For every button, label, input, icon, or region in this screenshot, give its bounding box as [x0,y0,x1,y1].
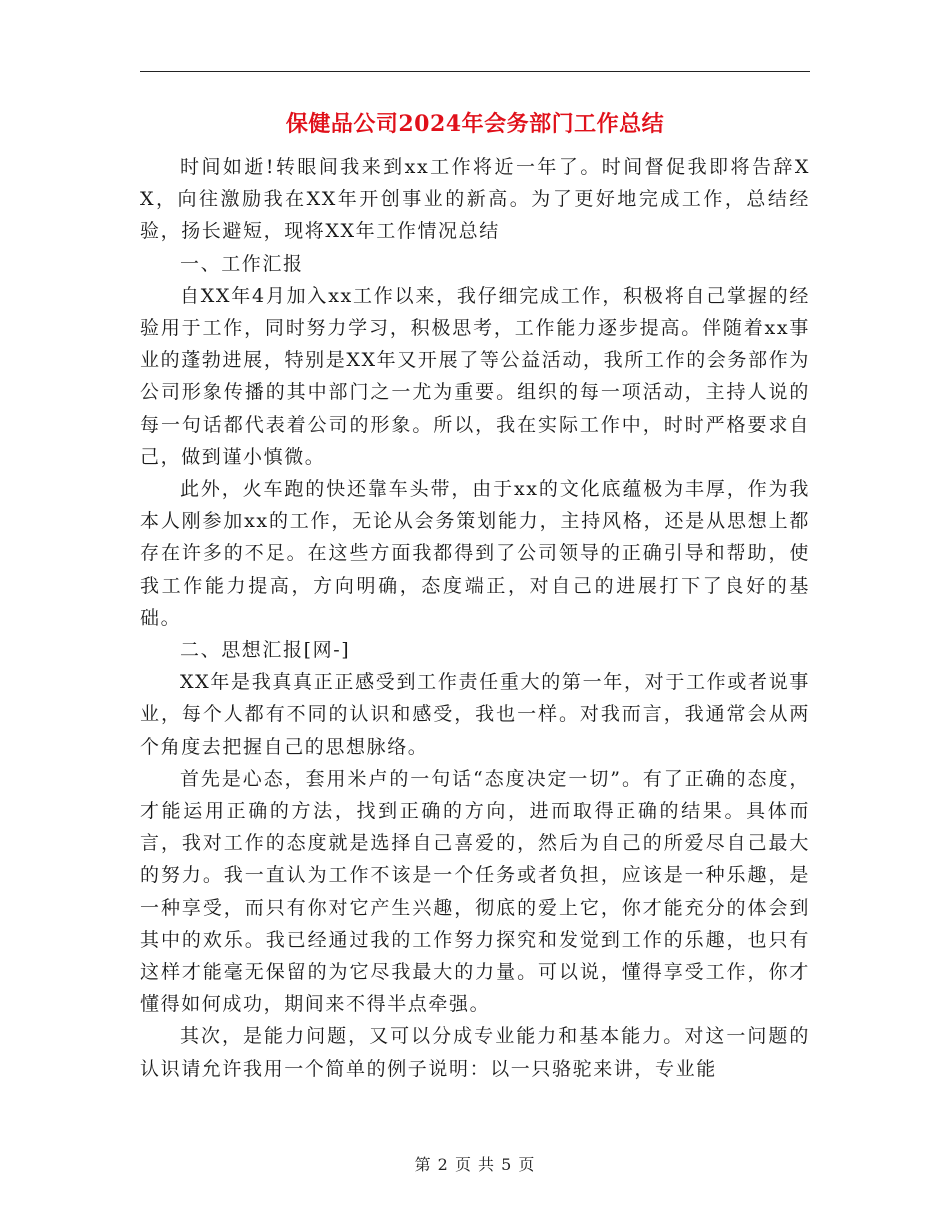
thought-report-paragraph-3: 其次，是能力问题，又可以分成专业能力和基本能力。对这一问题的认识请允许我用一个简单的例子说明：以一只骆驼来讲，专业能 [140,1025,810,1080]
work-report-paragraph-1: 自XX年4月加入xx工作以来，我仔细完成工作，积极将自己掌握的经验用于工作，同时努力学习，积极思考，工作能力逐步提高。伴随着xx事业的蓬勃进展，特别是XX年又开展了等公益活动，我所工作的会务部作为公司形象传播的其中部门之一尤为重要。组织的每一项活动，主持人说的每一句话都代表着公司的形象。所以，我在实际工作中，时时严格要求自己，做到谨小慎微。 [140,284,810,468]
thought-report-paragraph-2: 首先是心态，套用米卢的一句话“态度决定一切”。有了正确的态度，才能运用正确的方法，找到正确的方向，进而取得正确的结果。具体而言，我对工作的态度就是选择自己喜爱的，然后为自己的所爱尽自己最大的努力。我一直认为工作不该是一个任务或者负担，应该是一种乐趣，是一种享受，而只有你对它产生兴趣，彻底的爱上它，你才能充分的体会到其中的欢乐。我已经通过我的工作努力探究和发觉到工作的乐趣，也只有这样才能毫无保留的为它尽我最大的力量。可以说，懂得享受工作，你才懂得如何成功，期间来不得半点牵强。 [140,767,810,1016]
page-footer [0,1153,950,1177]
header-rule [140,71,810,72]
work-report-paragraph-2: 此外，火车跑的快还靠车头带，由于xx的文化底蕴极为丰厚，作为我本人刚参加xx的工作，无论从会务策划能力，主持风格，还是从思想上都存在许多的不足。在这些方面我都得到了公司领导的正确引导和帮助，使我工作能力提高，方向明确，态度端正，对自己的进展打下了良好的基础。 [140,478,810,629]
section-heading-thought-report: 二、思想汇报[网-] [180,639,351,662]
thought-report-paragraph-1: XX年是我真真正正感受到工作责任重大的第一年，对于工作或者说事业，每个人都有不同的认识和感受，我也一样。对我而言，我通常会从两个角度去把握自己的思想脉络。 [140,671,810,758]
intro-paragraph: 时间如逝!转眼间我来到xx工作将近一年了。时间督促我即将告辞XX，向往激励我在XX年开创事业的新高。为了更好地完成工作，总结经验，扬长避短，现将XX年工作情况总结 [140,156,810,243]
document-body [140,151,810,1085]
document-title: 保健品公司2024年会务部门工作总结 [285,111,665,137]
section-heading-work-report: 一、工作汇报 [180,252,304,275]
page-number-label: 第 2 页 共 5 页 [414,1155,536,1174]
